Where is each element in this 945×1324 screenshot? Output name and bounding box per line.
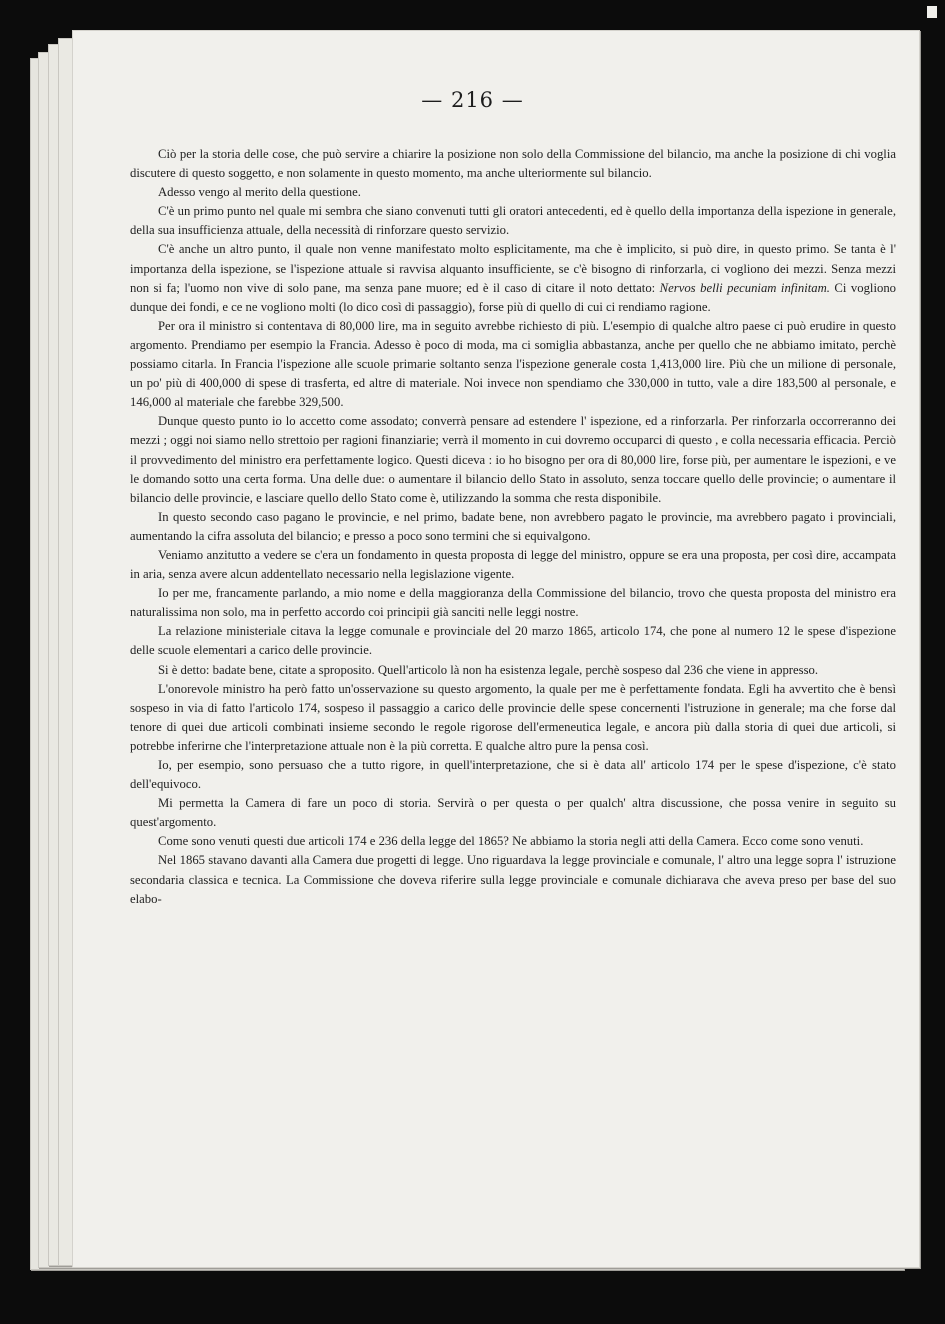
paragraph: Come sono venuti questi due articoli 174 e 236 della legge del 1865? Ne abbiamo la storia negli atti della Camera. Ecco come sono venuti. [158,834,864,849]
paragraph: Veniamo anzitutto a vedere se c'era un fondamento in questa proposta di legge del ministro, oppure se era una proposta, per così dire, accampata in aria, senza avere alcun addentellato necessario nella legislazione vigente. [130,547,896,582]
paragraph: Io per me, francamente parlando, a mio nome e della maggioranza della Commissione del bilancio, trovo che questa proposta del ministro era naturalissima non solo, ma in perfetto accordo coi principii già sanciti nelle leggi nostre. [130,586,896,620]
paragraph: Si è detto: badate bene, citate a sproposito. Quell'articolo là non ha esistenza legale, perchè sospeso dal 236 che viene in appresso. [158,662,819,677]
paragraph: Mi permetta la Camera di fare un poco di storia. Servirà o per questa o per qualch' altra discussione, che possa venire in seguito su quest'argomento. [130,796,896,830]
paragraph: C'è un primo punto nel quale mi sembra che siano convenuti tutti gli oratori antecedenti, ed è quello della importanza della ispezione in generale, della sua insufficienza attuale, della necessità di rinforzare questo servizio. [130,204,896,238]
paragraph: Io, per esempio, sono persuaso che a tutto rigore, in quell'interpretazione, che si è data all' articolo 174 per le spese d'ispezione, c'è stato dell'equivoco. [130,758,896,792]
paragraph: Per ora il ministro si contentava di 80,000 lire, ma in seguito avrebbe richiesto di più. L'esempio di qualche altro paese ci può erudire in questo argomento. Prendiamo per esempio la Francia. Adesso è poco di moda, ma ci somiglia abbastanza, anche per quello che ne abbiamo imitato, perchè possiamo citarla. In Francia l'ispezione alle scuole primarie soltanto senza l'ispezione generale costa 1,413,000 lire. Più che un milione di personale, un po' più di 400,000 di spese di trasferta, ed altre di materiale. Noi invece non spendiamo che 330,000 in tutto, vale a dire 183,500 al personale, e 146,000 al materiale che farebbe 329,500. [130,318,896,410]
paragraph [130,240,896,316]
scan-edge-mark [927,6,937,18]
page-number: — 216 — [421,88,524,112]
paragraph: Adesso vengo al merito della questione. [158,185,361,200]
paragraph-text: C'è anche un altro punto, il quale non venne manifestato molto esplicitamente, ma che è implicito, si può dire, in questo primo. Se tanta è l' importanza della ispezione, se l'ispezione attuale si ravvisa alquanto insufficiente, se c'è bisogno di rinforzarla, ci vogliono dei mezzi. Senza mezzi non si fa; l'uomo non vive di solo pane, ma senza pane muore; ed è il caso di citare il noto dettato: [130,242,896,295]
paragraph: Nel 1865 stavano davanti alla Camera due progetti di legge. Uno riguardava la legge provinciale e comunale, l' altro una legge sopra l' istruzione secondaria classica e tecnica. La Commissione che doveva riferire sulla legge provinciale e comunale dichiarava che aveva preso per base del suo elabo- [130,853,896,906]
paragraph-text: Ci vogliono dunque dei fondi, e ce ne vogliono molti (lo dico così di passaggio), forse più di quello di cui ci rendiamo ragione. [130,280,896,314]
latin-quotation: Nervos belli pecuniam infinitam. [659,280,830,295]
paragraph: Ciò per la storia delle cose, che può servire a chiarire la posizione non solo della Commissione del bilancio, ma anche la posizione di chi voglia discutere di questo soggetto, e non solamente in questo momento, ma anche ulteriormente sul bilancio. [130,147,896,181]
paragraph: In questo secondo caso pagano le provincie, e nel primo, badate bene, non avrebbero pagato le provincie, ma avrebbero pagato i provinciali, aumentando la cifra assoluta del bilancio; e presso a poco sono termini che si equivalgono. [130,509,896,543]
body-text [130,145,896,1185]
paragraph: La relazione ministeriale citava la legge comunale e provinciale del 20 marzo 1865, articolo 174, che pone al numero 12 le spese d'ispezione delle scuole elementari a carico delle provincie. [130,624,896,658]
paragraph: Dunque questo punto io lo accetto come assodato; converrà pensare ad estendere l' ispezione, ed a rinforzarla. Per rinforzarla occorreranno dei mezzi ; oggi noi siamo nello strettoio per ragioni finanziarie; verrà il momento in cui dovremo occuparci di questo , e colla necessaria efficacia. Perciò il provvedimento del ministro era perfettamente logico. Questi diceva : io ho bisogno per ora di 80,000 lire, forse più, per aumentare le ispezioni, e ve le domando sotto una certa forma. Una delle due: o aumentare il bilancio dello Stato in assoluto, senza toccare quello delle provincie; o aumentare il bilancio delle provincie, e lasciare quello dello Stato come è, utilizzando la somma che resta disponibile. [130,414,896,505]
paragraph: L'onorevole ministro ha però fatto un'osservazione su questo argomento, la quale per me è perfettamente fondata. Egli ha avvertito che è bensì sospeso in via di fatto l'articolo 174, sospeso il passaggio a carico delle provincie delle spese concernenti l'istruzione in generale; ma che forse dal tenore di quei due articoli combinati insieme secondo le regole rigorose dell'ermeneutica legale, e ancora più dalla storia di quei due articoli, si potrebbe inferirne che l'interpretazione attuale non è la più corretta. E qualche altro pure la pensa così. [130,681,896,753]
